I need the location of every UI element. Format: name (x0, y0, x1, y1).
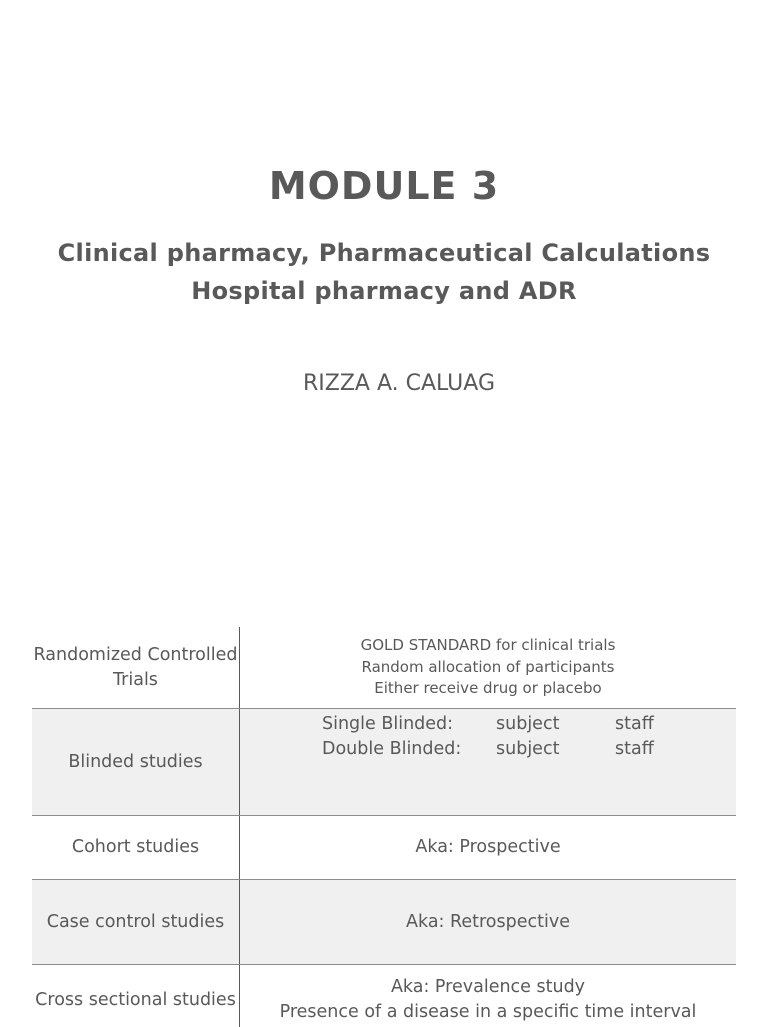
author-name: RIZZA A. CALUAG (303, 371, 495, 396)
row-label: Blinded studies (32, 709, 240, 815)
row-description (240, 880, 736, 964)
row-description (240, 816, 736, 879)
blinding-list (240, 712, 736, 762)
blinding-subject: subject (496, 714, 560, 734)
subtitle-line-1: Clinical pharmacy, Pharmaceutical Calculations (57, 239, 711, 267)
row-label: Cohort studies (32, 816, 240, 879)
description-line: Aka: Prevalence study (390, 977, 586, 997)
blinding-subject: subject (496, 739, 560, 759)
description-line: Aka: Retrospective (406, 911, 570, 932)
table-row-cross-sectional (32, 965, 736, 1027)
description-line: Random allocation of participants (361, 657, 615, 676)
row-label: Case control studies (32, 880, 240, 964)
table-row-cohort (32, 816, 736, 880)
row-description (240, 709, 736, 815)
blinding-staff: staff (615, 714, 654, 734)
row-description (240, 627, 736, 708)
blinding-type: Double Blinded: (322, 739, 462, 759)
table-row-rct (32, 627, 736, 709)
row-description (240, 965, 736, 1027)
blinding-row-double (240, 737, 736, 762)
description-line: Either receive drug or placebo (374, 679, 602, 698)
blinding-type: Single Blinded: (322, 714, 454, 734)
blinding-row-single (240, 712, 736, 737)
description-line: Aka: Prospective (415, 837, 561, 857)
study-types-table (32, 627, 736, 1027)
blinding-staff: staff (615, 739, 654, 759)
row-label: Cross sectional studies (32, 965, 240, 1027)
description-line: Presence of a disease in a specific time interval (279, 1002, 697, 1022)
row-label: Randomized Controlled Trials (32, 627, 240, 708)
table-row-case-control (32, 880, 736, 965)
subtitle-line-2: Hospital pharmacy and ADR (191, 277, 577, 305)
module-title: MODULE 3 (268, 164, 500, 208)
description-line: GOLD STANDARD for clinical trials (360, 636, 616, 655)
table-row-blinded (32, 709, 736, 816)
